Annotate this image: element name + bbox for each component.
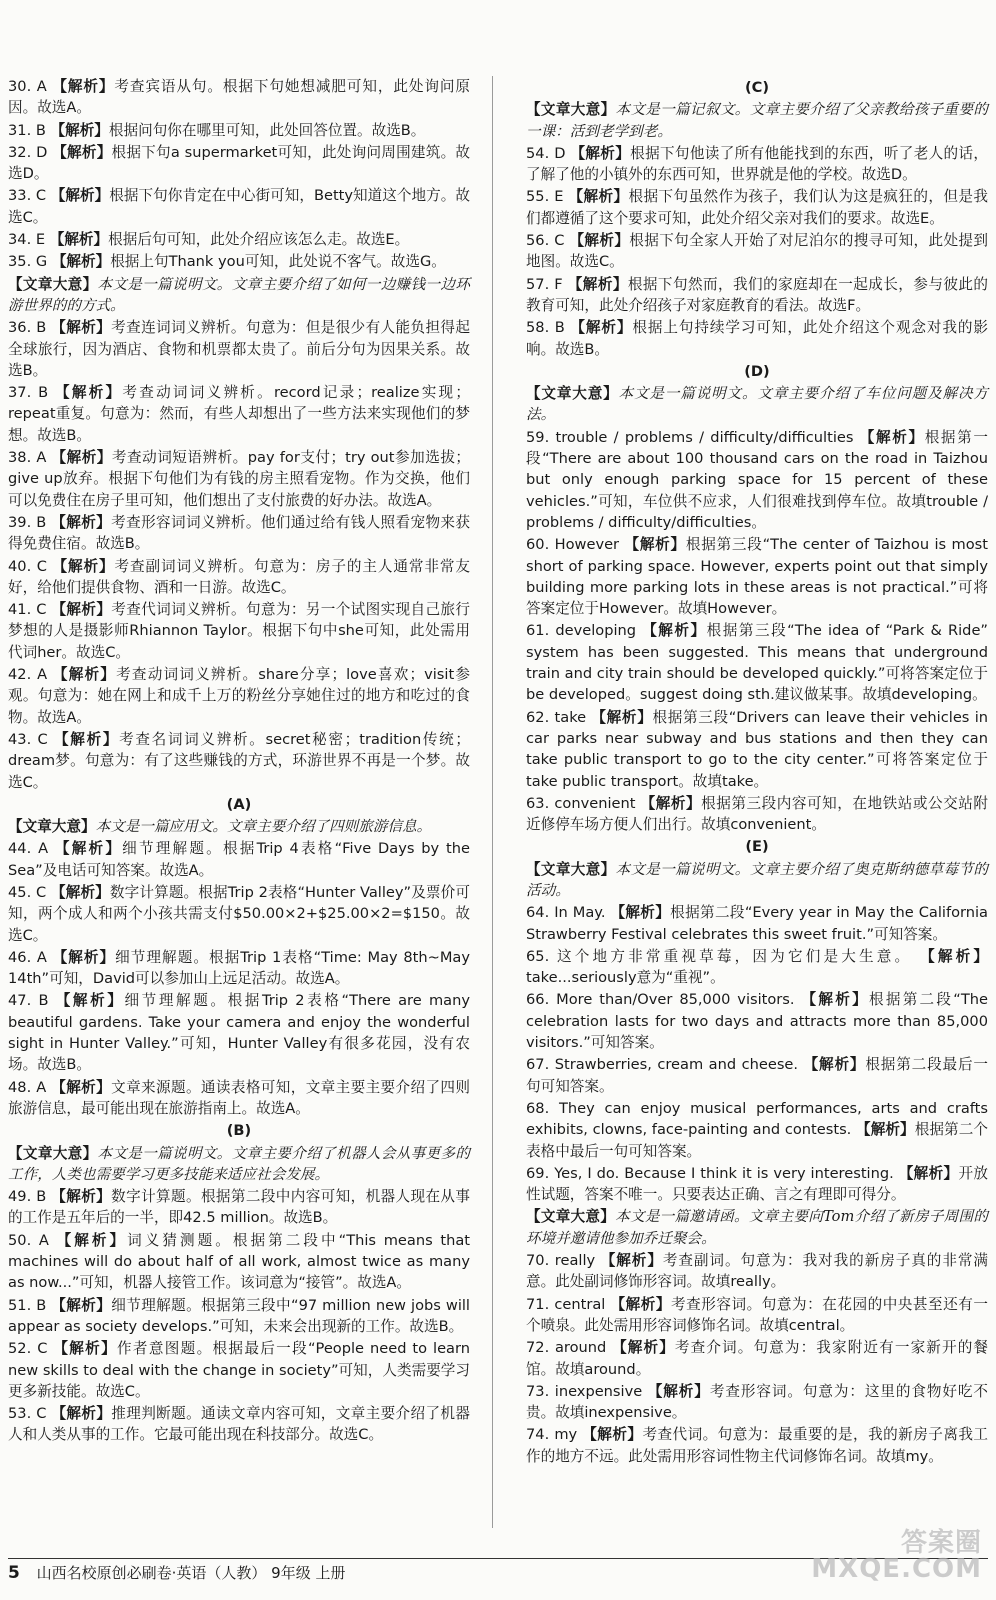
answer-value: D bbox=[36, 143, 48, 161]
question-number: 40. bbox=[8, 557, 32, 575]
analysis-label: 【解析】 bbox=[898, 1164, 959, 1182]
answer-entry bbox=[526, 989, 988, 1053]
analysis-text: 根据上句持续学习可知，此处介绍这个观念对我的影响。故选B。 bbox=[526, 319, 988, 358]
analysis-label: 【解析】 bbox=[51, 1188, 112, 1206]
analysis-text: 考查动词短语辨析。pay for支付；try out参加选拔；give up放弃。根据下句他们为有钱的房主照看宠物。作为交换，他们可以免费住在房子里可知，他们想出了支付旅费的好办法。故选A。 bbox=[8, 449, 471, 509]
answer-entry bbox=[526, 1054, 988, 1097]
summary-label: 【文章大意】 bbox=[526, 385, 619, 403]
summary-label: 【文章大意】 bbox=[8, 1144, 98, 1162]
analysis-text: 根据第三段“The idea of “Park & Ride” system has been suggested. This means that underground train and city train should be developed quickly.”可将答案定位于be developed。suggest doing sth.建议做某事。故填developing。 bbox=[526, 622, 988, 704]
answer-value: C bbox=[37, 1340, 48, 1358]
answer-entry bbox=[8, 1295, 470, 1338]
section-heading: (C) bbox=[744, 79, 770, 96]
answer-value: developing bbox=[555, 622, 637, 640]
analysis-label: 【解析】 bbox=[591, 708, 653, 726]
analysis-label: 【解析】 bbox=[52, 948, 116, 966]
question-number: 44. bbox=[8, 840, 32, 858]
analysis-text: 根据下句他读了所有他能找到的东西，听了老人的话，了解了他的小镇外的东西可知，世界就是他的学校。故选D。 bbox=[526, 144, 989, 184]
answer-value: A bbox=[36, 78, 47, 95]
answer-value: B bbox=[38, 992, 49, 1010]
analysis-text: 考查副词词义辨析。句意为：房子的主人通常非常友好，给他们提供食物、酒和一日游。故选C。 bbox=[8, 557, 470, 596]
book-title: 山西名校原创必刷卷·英语（人教） 9年级 上册 bbox=[36, 1564, 346, 1582]
answer-value: B bbox=[36, 319, 47, 337]
watermark-logo-text: 答案圈 bbox=[900, 1528, 982, 1558]
article-summary bbox=[8, 1143, 470, 1186]
answer-value: inexpensive bbox=[554, 1382, 643, 1400]
analysis-text: 考查代词。句意为：最重要的是，我的新房子离我工作的地方不远。此处需用形容词性物主代词修饰名词。故填my。 bbox=[526, 1426, 988, 1465]
answer-entry bbox=[8, 382, 470, 446]
question-number: 66. bbox=[526, 991, 550, 1009]
watermark-url: MXQE.COM bbox=[811, 1554, 982, 1584]
analysis-text: 开放性试题，答案不唯一。只要表达正确、言之有理即可得分。 bbox=[526, 1164, 989, 1204]
answer-entry bbox=[8, 1338, 470, 1402]
analysis-text: 根据第二个表格中最后一句可知答案。 bbox=[526, 1121, 988, 1160]
question-number: 58. bbox=[526, 319, 550, 337]
question-number: 49. bbox=[8, 1188, 32, 1206]
analysis-label: 【解析】 bbox=[55, 992, 125, 1010]
left-column bbox=[8, 76, 470, 1447]
analysis-text: 考查代词词义辨析。句意为：另一个试图实现自己旅行梦想的人是摄影师Rhiannon Taylor。根据下句中she可知，此处需用代词her。故选C。 bbox=[8, 601, 470, 661]
answer-value: B bbox=[554, 319, 565, 337]
answer-value: More than/Over 85,000 visitors. bbox=[556, 991, 795, 1009]
analysis-label: 【解析】 bbox=[51, 1078, 112, 1096]
analysis-label: 【解析】 bbox=[570, 319, 633, 337]
answer-entry bbox=[8, 1230, 470, 1294]
question-number: 65. bbox=[526, 947, 550, 965]
question-number: 32. bbox=[8, 143, 32, 161]
question-number: 41. bbox=[8, 601, 32, 619]
answer-entry bbox=[526, 143, 988, 186]
answer-value: B bbox=[35, 121, 46, 139]
right-column bbox=[526, 76, 988, 1468]
answer-value: trouble / problems / difficulty/difficulties bbox=[555, 428, 854, 446]
analysis-label: 【解析】 bbox=[56, 1231, 128, 1249]
answer-entry bbox=[8, 947, 470, 990]
analysis-label: 【解析】 bbox=[51, 1405, 112, 1423]
analysis-label: 【解析】 bbox=[612, 1339, 675, 1357]
analysis-text: 根据下句a supermarket可知，此处询问周围建筑。故选D。 bbox=[8, 143, 470, 183]
analysis-text: 根据下句全家人开始了对尼泊尔的搜寻可知，此处提到地图。故选C。 bbox=[526, 232, 988, 271]
question-number: 67. bbox=[526, 1056, 550, 1074]
answer-value: around bbox=[554, 1339, 607, 1357]
answer-value: However bbox=[554, 536, 620, 554]
answer-value: my bbox=[554, 1426, 578, 1444]
answer-value: E bbox=[35, 231, 46, 249]
answer-value: B bbox=[36, 1296, 47, 1314]
analysis-label: 【解析】 bbox=[52, 557, 115, 575]
summary-text: 本文是一篇应用文。文章主要介绍了四则旅游信息。 bbox=[95, 818, 432, 836]
question-number: 54. bbox=[526, 144, 550, 162]
analysis-text: 作者意图题。根据最后一段“People need to learn new skills to deal with the change in society”可知，人类需要学习更多新技能。故选C。 bbox=[8, 1340, 470, 1400]
answer-value: In May. bbox=[554, 904, 606, 922]
article-summary bbox=[526, 1206, 988, 1249]
analysis-label: 【解析】 bbox=[640, 794, 702, 812]
question-number: 63. bbox=[526, 794, 550, 812]
analysis-label: 【解析】 bbox=[624, 536, 686, 554]
question-number: 64. bbox=[526, 904, 550, 922]
article-summary bbox=[526, 383, 988, 426]
question-number: 61. bbox=[526, 622, 550, 640]
question-number: 56. bbox=[526, 232, 550, 250]
analysis-text: 细节理解题。根据第三段中“97 million new jobs will appear as society develops.”可知，未来会出现新的工作。故选B。 bbox=[8, 1296, 470, 1335]
question-number: 36. bbox=[8, 319, 32, 337]
answer-value: C bbox=[36, 601, 47, 619]
answer-entry bbox=[526, 620, 988, 705]
article-summary bbox=[8, 816, 470, 837]
answer-value: take bbox=[554, 708, 587, 726]
analysis-text: 考查形容词。句意为：在花园的中央甚至还有一个喷泉。此处需用形容词修饰名词。故填central。 bbox=[526, 1295, 988, 1334]
summary-label: 【文章大意】 bbox=[8, 275, 98, 293]
analysis-label: 【解析】 bbox=[52, 666, 117, 684]
answer-value: Strawberries, cream and cheese. bbox=[554, 1056, 799, 1074]
analysis-label: 【解析】 bbox=[859, 428, 925, 446]
answer-value: A bbox=[36, 948, 47, 966]
section-heading: (D) bbox=[744, 362, 770, 380]
analysis-label: 【解析】 bbox=[610, 904, 671, 922]
answer-entry bbox=[526, 230, 988, 273]
analysis-text: 考查宾语从句。根据下句她想减肥可知，此处询问原因。故选A。 bbox=[8, 78, 471, 117]
answer-entry bbox=[8, 76, 470, 119]
question-number: 34. bbox=[8, 231, 32, 249]
answer-entry bbox=[526, 1381, 988, 1424]
question-number: 35. bbox=[8, 253, 32, 271]
question-number: 37. bbox=[8, 384, 32, 402]
question-number: 52. bbox=[8, 1340, 32, 1358]
answer-entry bbox=[526, 1163, 988, 1206]
analysis-text: 根据第二段最后一句可知答案。 bbox=[526, 1056, 989, 1095]
analysis-label: 【解析】 bbox=[54, 730, 120, 748]
answer-entry bbox=[8, 120, 470, 141]
analysis-text: 根据下句虽然作为孩子，我们认为这是疯狂的，但是我们都遵循了这个要求可知，此处介绍父亲对我们的要求。故选E。 bbox=[526, 188, 988, 227]
answer-entry bbox=[526, 946, 988, 989]
answer-value: B bbox=[36, 1188, 47, 1206]
question-number: 71. bbox=[526, 1295, 550, 1313]
page-number: 5 bbox=[8, 1563, 20, 1583]
answer-value: A bbox=[38, 840, 49, 858]
answer-entry bbox=[526, 1424, 988, 1467]
answer-value: F bbox=[554, 275, 563, 293]
answer-value: A bbox=[36, 449, 47, 467]
summary-text: 本文是一篇说明文。文章主要介绍了车位问题及解决方法。 bbox=[526, 385, 988, 424]
question-number: 68. bbox=[526, 1099, 550, 1117]
analysis-text: 考查动词词义辨析。record记录；realize实现；repeat重复。句意为：然而，有些人却想出了一些方法来实现他们的梦想。故选B。 bbox=[8, 384, 470, 444]
question-number: 69. bbox=[526, 1164, 550, 1182]
question-number: 31. bbox=[8, 121, 32, 139]
answer-entry bbox=[8, 185, 470, 228]
analysis-label: 【解析】 bbox=[49, 231, 109, 249]
answer-entry bbox=[8, 317, 470, 381]
site-watermark bbox=[811, 1530, 982, 1582]
answer-value: A bbox=[36, 1078, 47, 1096]
analysis-label: 【解析】 bbox=[50, 187, 110, 205]
answer-entry bbox=[526, 186, 988, 229]
question-number: 46. bbox=[8, 948, 32, 966]
analysis-label: 【解析】 bbox=[856, 1121, 915, 1139]
analysis-text: 根据后句可知，此处介绍应该怎么走。故选E。 bbox=[108, 231, 410, 249]
analysis-text: 考查名词词义辨析。secret秘密；tradition传统；dream梦。句意为：有了这些赚钱的方式，环游世界不再是一个梦。故选C。 bbox=[8, 730, 470, 791]
answer-value: A bbox=[37, 666, 48, 684]
answer-entry bbox=[8, 838, 470, 881]
analysis-text: 考查连词词义辨析。句意为：但是很少有人能负担得起全球旅行，因为酒店、食物和机票都太贵了。前后分句为因果关系。故选B。 bbox=[8, 319, 470, 379]
answer-entry bbox=[8, 447, 470, 511]
answer-value: C bbox=[36, 883, 47, 901]
analysis-label: 【解析】 bbox=[801, 991, 869, 1009]
analysis-text: 词义猜测题。根据第二段中“This means that machines will do about half of all work, almost twice as many as now...”可知，机器人接管工作。该词意为“接管”。故选A。 bbox=[8, 1231, 471, 1292]
analysis-text: 细节理解题。根据Trip 1表格“Time: May 8th~May 14th”可知，David可以参加山上远足活动。故选A。 bbox=[8, 948, 470, 988]
article-summary bbox=[526, 99, 988, 142]
question-number: 74. bbox=[526, 1426, 550, 1444]
question-number: 57. bbox=[526, 275, 550, 293]
article-summary bbox=[8, 274, 470, 317]
analysis-label: 【解析】 bbox=[55, 384, 123, 402]
analysis-label: 【解析】 bbox=[920, 947, 988, 965]
answer-value: C bbox=[36, 557, 47, 575]
question-number: 50. bbox=[8, 1231, 32, 1249]
analysis-label: 【解析】 bbox=[570, 144, 631, 162]
question-number: 55. bbox=[526, 188, 550, 206]
question-number: 53. bbox=[8, 1405, 32, 1423]
answer-value: D bbox=[554, 144, 566, 162]
answer-entry bbox=[8, 229, 470, 250]
summary-text: 本文是一篇邀请函。文章主要向Tom介绍了新房子周围的环境并邀请他参加乔迁聚会。 bbox=[526, 1208, 988, 1247]
question-number: 43. bbox=[8, 730, 32, 748]
answer-value: convenient bbox=[554, 794, 636, 812]
analysis-label: 【解析】 bbox=[51, 449, 112, 467]
question-number: 70. bbox=[526, 1252, 550, 1270]
answer-entry bbox=[8, 142, 470, 185]
question-number: 38. bbox=[8, 449, 32, 467]
answer-entry bbox=[526, 707, 988, 792]
analysis-text: 数字计算题。根据Trip 2表格“Hunter Valley”及票价可知，两个成人和两个小孩共需支付$50.00×2+$25.00×2=$150。故选C。 bbox=[8, 883, 470, 944]
analysis-label: 【解析】 bbox=[567, 275, 628, 293]
answer-value: B bbox=[38, 384, 49, 402]
analysis-text: 考查介词。句意为：我家附近有一家新开的餐馆。故填around。 bbox=[526, 1339, 988, 1378]
summary-label: 【文章大意】 bbox=[526, 860, 616, 878]
summary-text: 本文是一篇说明文。文章主要介绍了如何一边赚钱一边环游世界的的方式。 bbox=[8, 275, 470, 314]
analysis-text: 细节理解题。根据Trip 4表格“Five Days by the Sea”及电话可知答案。故选A。 bbox=[8, 840, 470, 879]
answer-entry bbox=[526, 274, 988, 317]
column-divider bbox=[492, 76, 493, 1528]
question-number: 39. bbox=[8, 513, 32, 531]
article-summary bbox=[526, 859, 988, 902]
answer-entry bbox=[8, 664, 470, 728]
question-number: 48. bbox=[8, 1078, 32, 1096]
analysis-text: 考查形容词。句意为：这里的食物好吃不贵。故填inexpensive。 bbox=[526, 1382, 989, 1422]
question-number: 45. bbox=[8, 883, 32, 901]
answer-entry bbox=[8, 729, 470, 793]
analysis-label: 【解析】 bbox=[51, 253, 111, 271]
analysis-text: 考查形容词词义辨析。他们通过给有钱人照看宠物来获得免费住宿。故选B。 bbox=[8, 513, 470, 553]
analysis-text: 根据第三段“The center of Taizhou is most short of parking space. However, experts point out that simply building more parking lots in these areas is not practical.”可将答案定位于However。故填However。 bbox=[526, 536, 989, 618]
analysis-label: 【解析】 bbox=[569, 232, 630, 250]
analysis-label: 【解析】 bbox=[647, 1382, 710, 1400]
answer-entry bbox=[526, 534, 988, 619]
answer-entry bbox=[8, 882, 470, 946]
question-number: 33. bbox=[8, 187, 32, 205]
answer-value: B bbox=[36, 513, 47, 531]
question-number: 73. bbox=[526, 1382, 550, 1400]
analysis-text: 根据第二段“Every year in May the California Strawberry Festival celebrates this sweet fruit.”可知答案。 bbox=[526, 904, 989, 943]
analysis-label: 【解析】 bbox=[50, 883, 110, 901]
question-number: 47. bbox=[8, 992, 32, 1010]
question-number: 72. bbox=[526, 1339, 550, 1357]
answer-value: really bbox=[554, 1252, 596, 1270]
answer-entry bbox=[8, 512, 470, 555]
analysis-text: take...seriously意为“重视”。 bbox=[526, 969, 725, 987]
analysis-label: 【解析】 bbox=[51, 1296, 112, 1314]
answer-value: C bbox=[36, 1405, 47, 1423]
analysis-label: 【解析】 bbox=[803, 1056, 866, 1074]
answer-entry bbox=[8, 990, 470, 1075]
answer-value: 这个地方非常重视草莓，因为它们是大生意。 bbox=[557, 947, 913, 965]
answer-entry bbox=[8, 556, 470, 599]
analysis-text: 文章来源题。通读表格可知，文章主要主要介绍了四则旅游信息，最可能出现在旅游指南上。故选A。 bbox=[8, 1078, 470, 1117]
analysis-text: 考查动词词义辨析。share分享；love喜欢；visit参观。句意为：她在网上和成千上万的粉丝分享她住过的地方和吃过的食物。故选A。 bbox=[8, 666, 470, 726]
analysis-text: 根据第二段“The celebration lasts for two days and attracts more than 85,000 visitors.”可知答案。 bbox=[526, 991, 988, 1052]
analysis-label: 【解析】 bbox=[51, 601, 112, 619]
summary-label: 【文章大意】 bbox=[8, 818, 96, 836]
section-heading: (E) bbox=[745, 838, 769, 856]
answer-entry bbox=[526, 317, 988, 360]
analysis-label: 【解析】 bbox=[582, 1426, 643, 1444]
answer-entry bbox=[526, 793, 988, 836]
analysis-label: 【解析】 bbox=[642, 622, 707, 640]
answer-entry bbox=[526, 1250, 988, 1293]
answer-entry bbox=[526, 1337, 988, 1380]
analysis-text: 推理判断题。通读文章内容可知，文章主要介绍了机器人和人类从事的工作。它最可能出现在科技部分。故选C。 bbox=[8, 1405, 470, 1444]
answer-entry bbox=[8, 1403, 470, 1446]
summary-label: 【文章大意】 bbox=[526, 101, 616, 119]
summary-text: 本文是一篇说明文。文章主要介绍了奥克斯纳德草莓节的活动。 bbox=[526, 860, 988, 899]
answer-entry bbox=[526, 427, 988, 533]
answer-value: C bbox=[37, 730, 48, 748]
answer-value: Yes, I do. Because I think it is very interesting. bbox=[554, 1164, 894, 1182]
analysis-label: 【解析】 bbox=[568, 188, 629, 206]
summary-label: 【文章大意】 bbox=[526, 1208, 616, 1226]
analysis-text: 根据下句你肯定在中心街可知，Betty知道这个地方。故选C。 bbox=[8, 187, 471, 226]
answer-value: C bbox=[554, 232, 565, 250]
answer-entry bbox=[8, 1186, 470, 1229]
answer-value: central bbox=[554, 1295, 606, 1313]
analysis-label: 【解析】 bbox=[54, 840, 123, 858]
analysis-label: 【解析】 bbox=[610, 1295, 672, 1313]
question-number: 42. bbox=[8, 666, 32, 684]
answer-entry bbox=[8, 251, 470, 272]
question-number: 51. bbox=[8, 1296, 32, 1314]
analysis-text: 根据上句Thank you可知，此处说不客气。故选G。 bbox=[110, 253, 446, 271]
analysis-label: 【解析】 bbox=[53, 1340, 118, 1358]
analysis-text: 根据第一段“There are about 100 thousand cars on the road in Taizhou but only enough parking space for 15 percent of these vehicles.”可知，车位供不应求，人们很难找到停车位。故填trouble / problems / difficulty/difficulties。 bbox=[526, 428, 988, 531]
question-number: 60. bbox=[526, 536, 550, 554]
analysis-label: 【解析】 bbox=[600, 1252, 663, 1270]
analysis-label: 【解析】 bbox=[52, 143, 112, 161]
analysis-text: 根据第三段“Drivers can leave their vehicles in car parks near subway and bus stations and then they can take public transport to go to the city center.”可将答案定位于take public transport。故填take。 bbox=[526, 708, 989, 790]
answer-value: They can enjoy musical performances, arts and crafts exhibits, clowns, face-painting and contests. bbox=[526, 1099, 989, 1139]
section-heading: (A) bbox=[226, 795, 252, 813]
question-number: 30. bbox=[8, 78, 32, 95]
answer-entry bbox=[526, 1098, 988, 1162]
question-number: 59. bbox=[526, 428, 550, 446]
analysis-text: 根据问句你在哪里可知，此处回答位置。故选B。 bbox=[108, 121, 426, 139]
analysis-label: 【解析】 bbox=[50, 121, 109, 139]
question-number: 62. bbox=[526, 708, 550, 726]
answer-entry bbox=[526, 1294, 988, 1337]
answer-entry bbox=[526, 902, 988, 945]
answer-value: G bbox=[35, 253, 48, 271]
analysis-text: 数字计算题。根据第二段中内容可知，机器人现在从事的工作是五年后的一半，即42.5 million。故选B。 bbox=[8, 1188, 470, 1227]
analysis-text: 根据第三段内容可知，在地铁站或公交站附近修停车场方便人们出行。故填convenient。 bbox=[526, 794, 988, 834]
answer-value: A bbox=[38, 1231, 49, 1249]
summary-text: 本文是一篇说明文。文章主要介绍了机器人会从事更多的工作，人类也需要学习更多技能来适应社会发展。 bbox=[8, 1144, 470, 1183]
analysis-text: 根据下句然而，我们的家庭却在一起成长，参与彼此的教育可知，此处介绍孩子对家庭教育的看法。故选F。 bbox=[526, 275, 988, 314]
answer-value: E bbox=[554, 188, 564, 206]
analysis-label: 【解析】 bbox=[51, 513, 112, 531]
answer-entry bbox=[8, 599, 470, 663]
answer-value: C bbox=[35, 187, 47, 205]
analysis-label: 【解析】 bbox=[51, 319, 112, 337]
answer-entry bbox=[8, 1077, 470, 1120]
analysis-text: 考查副词。句意为：我对我的新房子真的非常满意。此处副词修饰形容词。故填really。 bbox=[526, 1252, 988, 1291]
section-heading: (B) bbox=[226, 1122, 252, 1140]
analysis-label: 【解析】 bbox=[52, 78, 115, 95]
summary-text: 本文是一篇记叙文。文章主要介绍了父亲教给孩子重要的一课：活到老学到老。 bbox=[526, 101, 988, 140]
analysis-text: 细节理解题。根据Trip 2表格“There are many beautiful gardens. Take your camera and enjoy the wonderful sight in Hunter Valley.”可知，Hunter Valley有很多花园，没有农场。故选B。 bbox=[8, 992, 470, 1074]
